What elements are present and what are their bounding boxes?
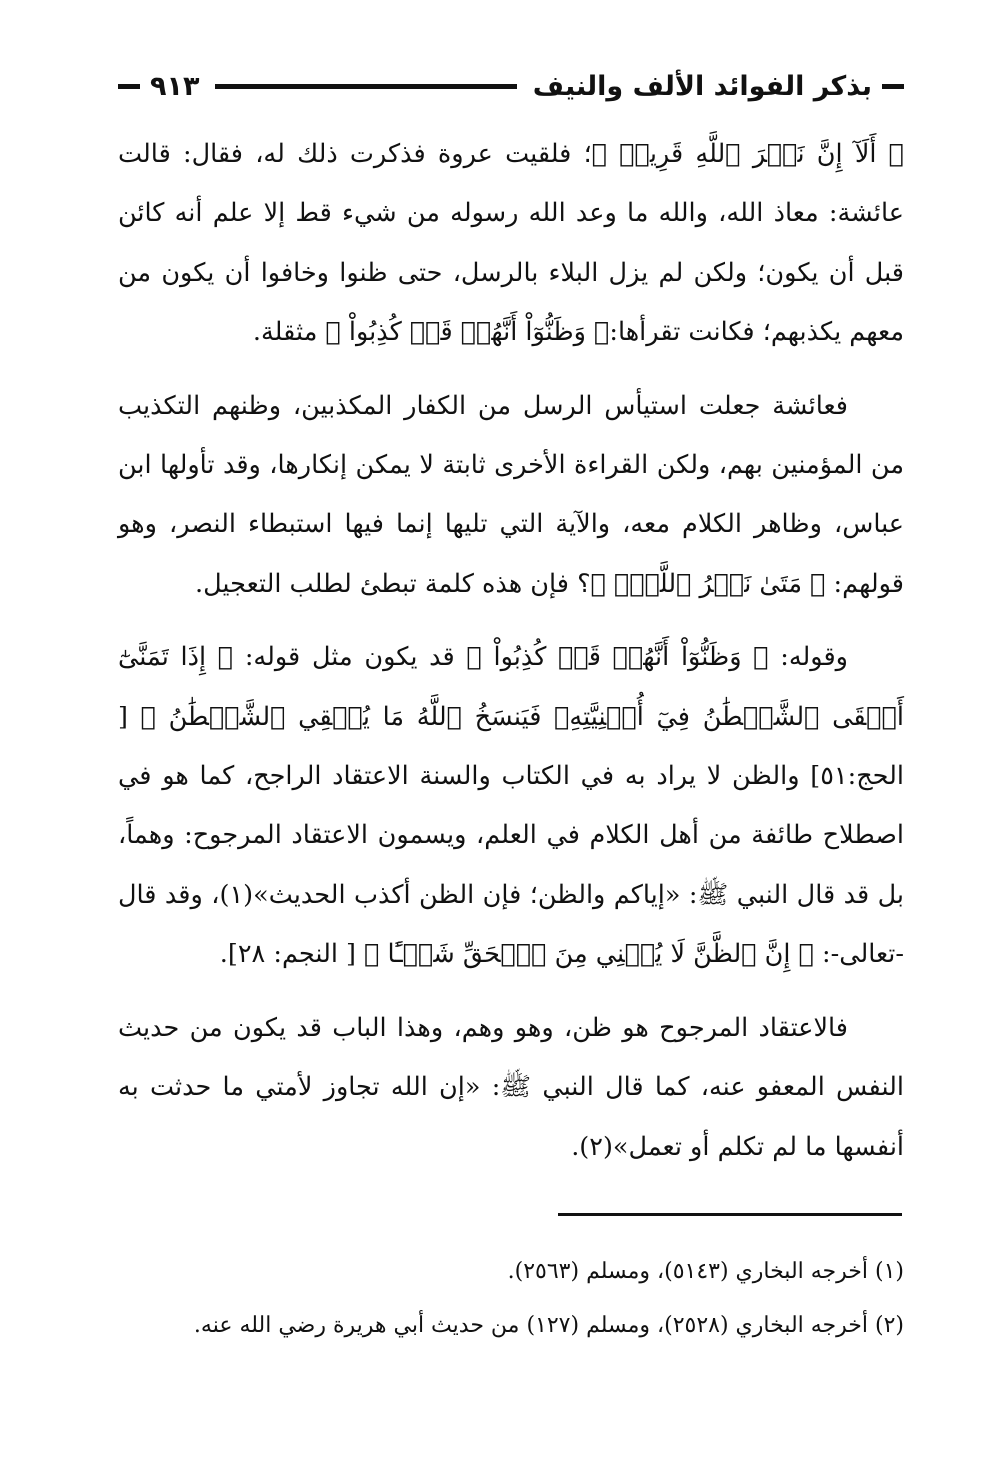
paragraph-3: وقوله: ﴿ وَظَنُّوٓاْ أَنَّهُمۡ قَدۡ كُذِبُواْ ﴾ قد يكون مثل قوله: ﴿ إِذَا تَمَنَّىٰٓ أَلۡقَى ٱلشَّيۡطَٰنُ فِيٓ أُمۡنِيَّتِهِۦ فَيَنسَخُ ٱللَّهُ مَا يُلۡقِي ٱلشَّيۡطَٰنُ ﴾ [ الحج:٥١] والظن لا يراد به في الكتاب والسنة الاعتقاد الراجح، كما هو في اصطلاح طائفة من أهل الكلام في العلم، ويسمون الاعتقاد المرجوح: وهماً، بل قد قال النبي ﷺ: «إياكم والظن؛ فإن الظن أكذب الحديث»(١)، وقد قال -تعالى-: ﴿ إِنَّ ٱلظَّنَّ لَا يُغۡنِي مِنَ ٱلۡحَقِّ شَيۡـًٔا ﴾ [ النجم: ٢٨].	[118, 642, 905, 970]
running-header	[118, 62, 904, 110]
page-number: ٩١٣	[150, 70, 200, 102]
footnotes	[118, 1245, 904, 1353]
footnote-2: (٢) أخرجه البخاري (٢٥٢٨)، ومسلم (١٢٧) من حديث أبي هريرة رضي الله عنه.	[193, 1313, 904, 1338]
running-title: بذكر الفوائد الألف والنيف	[532, 70, 872, 102]
footnote-separator	[558, 1213, 902, 1216]
paragraph-2: فعائشة جعلت استيأس الرسل من الكفار المكذبين، وظنهم التكذيب من المؤمنين بهم، ولكن القراءة الأخرى ثابتة لا يمكن إنكارها، وقد تأولها ابن عباس، وظاهر الكلام معه، والآية التي تليها إنما فيها استبطاء النصر، وهو قولهم: ﴿ مَتَىٰ نَصۡرُ ٱللَّهِۗ ﴾؟ فإن هذه كلمة تبطئ لطلب التعجيل.	[118, 390, 904, 599]
header-dash-right	[882, 84, 904, 89]
header-dash-left	[118, 84, 140, 89]
footnote-1: (١) أخرجه البخاري (٥١٤٣)، ومسلم (٢٥٦٣).	[507, 1259, 904, 1284]
main-text	[118, 125, 904, 1177]
paragraph-1: ﴿ أَلَآ إِنَّ نَصۡرَ ٱللَّهِ قَرِيبٞ ﴾؛ فلقيت عروة فذكرت ذلك له، فقال: قالت عائشة: معاذ الله، والله ما وعد الله رسوله من شيء قط إلا علم أنه كائن قبل أن يكون؛ ولكن لم يزل البلاء بالرسل، حتى ظنوا وخافوا أن يكون من معهم يكذبهم؛ فكانت تقرأها:﴿ وَظَنُّوٓاْ أَنَّهُمۡ قَدۡ كُذِبُواْ ﴾ مثقلة.	[118, 139, 904, 348]
header-rule	[215, 84, 516, 89]
paragraph-4: فالاعتقاد المرجوح هو ظن، وهو وهم، وهذا الباب قد يكون من حديث النفس المعفو عنه، كما قال النبي ﷺ: «إن الله تجاوز لأمتي ما حدثت به أنفسها ما لم تكلم أو تعمل»(٢).	[118, 1012, 904, 1162]
